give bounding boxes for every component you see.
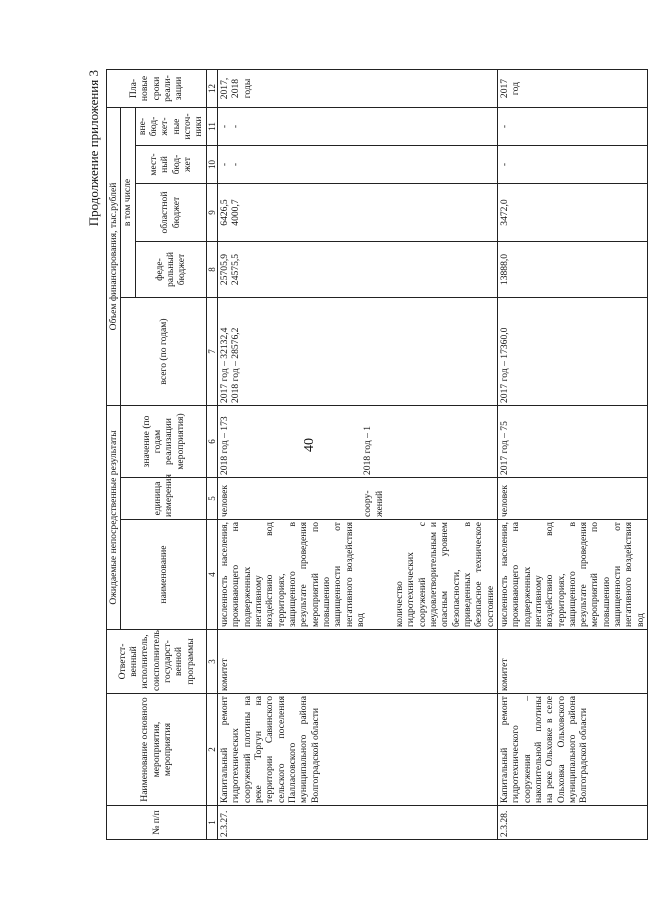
row-total [218, 298, 498, 406]
regional-value: 3472,0 [498, 199, 510, 226]
table-row [497, 70, 647, 840]
column-numbers-row [206, 70, 218, 840]
local-value: - [498, 162, 510, 167]
column-number: 5 [206, 478, 218, 520]
row-results [218, 520, 498, 630]
column-number: 10 [206, 146, 218, 184]
column-number: 8 [206, 242, 218, 298]
offbudget-value: - [230, 124, 242, 129]
local-value: - [219, 162, 231, 167]
result-text: количество гидротехнических сооружений с неудовлетворительным и опасным уровнем безопасности, приведенных в безопасное техническое состояние [394, 522, 496, 627]
header-result-value: значение (по годам реализации мероприятия) [121, 406, 206, 478]
column-number: 4 [206, 520, 218, 630]
row-values [497, 406, 647, 478]
row-number: 2.3.28. [497, 806, 647, 840]
terms-text: 2017 [498, 78, 510, 99]
table-caption: Продолжение приложения 3 [86, 70, 101, 227]
row-responsible: комитет [218, 630, 498, 694]
header-offbudget: вне- бюд- жет- ные источ- ники [135, 108, 206, 146]
result-text: численность населения, проживающего на подверженных негативному воздействию вод территориях, защищенного в результате проведения мероприятий по повышению защищенности от негативного воздействия вод [219, 522, 366, 627]
column-number: 9 [206, 184, 218, 242]
result-unit: человек [219, 484, 231, 517]
funding-table [106, 69, 648, 840]
result-unit: соору- жений [362, 490, 385, 517]
header-terms: Пла- новые сроки реали- зации [107, 70, 207, 108]
header-result-name: наименование [121, 520, 206, 630]
federal-value: 13888,0 [498, 253, 510, 286]
row-results [497, 520, 647, 630]
federal-value: 24575,5 [230, 253, 242, 286]
row-units [218, 478, 498, 520]
column-number: 2 [206, 694, 218, 806]
row-federal [497, 242, 647, 298]
header-responsible: Ответст- венный исполнитель, соисполнитель государст- венной программы [107, 630, 207, 694]
header-federal: феде- ральный бюджет [135, 242, 206, 298]
column-number: 7 [206, 298, 218, 406]
row-name: Капитальный ремонт гидротехнического сооружения – накопительной плотины на реке Ольховке в селе Ольховка Ольховского муниципального района Волгоградской области [497, 694, 647, 806]
header-results-group: Ожидаемые непосредственные результаты [107, 406, 121, 630]
terms-text: 2018 [230, 78, 242, 99]
row-local [218, 146, 498, 184]
header-no: № п/п [107, 806, 207, 840]
regional-value: 4000,7 [230, 199, 242, 226]
total-value: 2017 год – 32132,4 [219, 327, 231, 403]
row-regional [218, 184, 498, 242]
header-regional: областной бюджет [135, 184, 206, 242]
row-responsible: комитет [497, 630, 647, 694]
column-number: 3 [206, 630, 218, 694]
row-terms [497, 70, 647, 108]
terms-text: годы [241, 78, 253, 99]
header-funding-group: Объем финансирования, тыс.рублей [107, 108, 121, 406]
row-number: 2.3.27. [218, 806, 498, 840]
row-values [218, 406, 498, 478]
table-row [218, 70, 498, 840]
column-number: 12 [206, 70, 218, 108]
header-total: всего (по годам) [121, 298, 206, 406]
federal-value: 25705,9 [219, 253, 231, 286]
column-number: 6 [206, 406, 218, 478]
rotated-page [86, 70, 646, 840]
page-number: 40 [302, 438, 317, 452]
result-value: 2018 год – 1 [362, 425, 374, 475]
header-result-unit: единица измерения [121, 478, 206, 520]
row-name: Капитальный ремонт гидротехнических сооружений плотины на реке Торгун на территории Савинского сельского поселения Палласовского муниципального района Волгоградской области [218, 694, 498, 806]
header-including: в том числе [121, 108, 135, 298]
terms-text: год [510, 81, 522, 96]
column-number: 1 [206, 806, 218, 840]
result-text: численность населения, проживающего на подверженных негативному воздействию вод территориях, защищенного в результате проведения мероприятий по повышению защищенности от негативного воздействия вод [498, 522, 646, 627]
total-value: 2017 год – 17360,0 [498, 327, 510, 403]
row-units [497, 478, 647, 520]
result-value: 2018 год – 173 [219, 416, 231, 475]
regional-value: 6426,5 [219, 199, 231, 226]
column-number: 11 [206, 108, 218, 146]
header-local: мест- ный бюд- жет [135, 146, 206, 184]
row-terms [218, 70, 498, 108]
total-value: 2018 год – 28576,2 [230, 327, 242, 403]
row-offbudget [497, 108, 647, 146]
row-offbudget [218, 108, 498, 146]
offbudget-value: - [219, 124, 231, 129]
header-name: Наименование основного мероприятия, мероприятия [107, 694, 207, 806]
row-regional [497, 184, 647, 242]
row-federal [218, 242, 498, 298]
offbudget-value: - [498, 124, 510, 129]
terms-text: 2017, [219, 77, 231, 100]
result-value: 2017 год – 75 [498, 421, 510, 475]
local-value: - [230, 162, 242, 167]
result-unit: человек [498, 484, 510, 517]
row-total [497, 298, 647, 406]
row-local [497, 146, 647, 184]
